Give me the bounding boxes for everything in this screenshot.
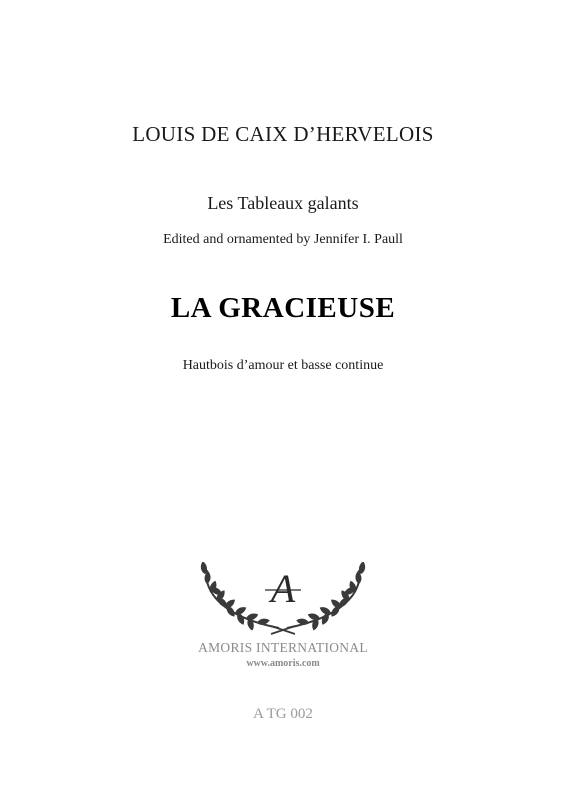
composer-name: LOUIS DE CAIX D’HERVELOIS bbox=[132, 122, 434, 146]
editor-credit: Edited and ornamented by Jennifer I. Paull bbox=[163, 232, 403, 247]
laurel-right-icon bbox=[287, 562, 366, 631]
piece-title: LA GRACIEUSE bbox=[170, 292, 396, 324]
publisher-name: AMORIS INTERNATIONAL bbox=[198, 640, 368, 655]
instrumentation: Hautbois d’amour et basse continue bbox=[182, 358, 384, 373]
laurel-left-icon bbox=[200, 562, 279, 631]
collection-title: Les Tableaux galants bbox=[207, 193, 359, 213]
publisher-website: www.amoris.com bbox=[246, 658, 320, 669]
publisher-logo bbox=[193, 562, 373, 642]
catalog-number: A TG 002 bbox=[253, 706, 313, 722]
monogram-a: A bbox=[270, 566, 296, 611]
